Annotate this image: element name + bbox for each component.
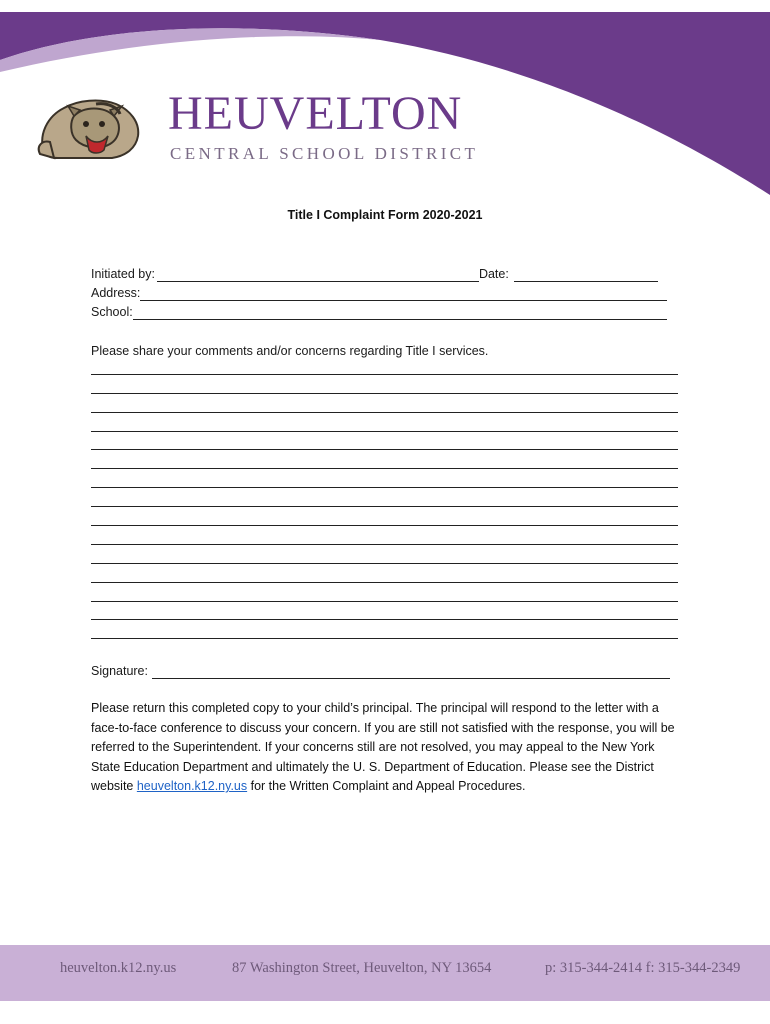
signature-label: Signature:	[91, 664, 148, 678]
comment-line[interactable]	[91, 450, 678, 469]
comment-line[interactable]	[91, 488, 678, 507]
instructions-paragraph	[91, 699, 686, 797]
address-field[interactable]	[140, 288, 667, 301]
comment-line[interactable]	[91, 413, 678, 432]
comments-prompt: Please share your comments and/or concerns regarding Title I services.	[91, 344, 489, 358]
comment-line[interactable]	[91, 602, 678, 621]
comment-line[interactable]	[91, 375, 678, 394]
district-subtitle: CENTRAL SCHOOL DISTRICT	[170, 144, 479, 163]
initiated-by-row	[91, 266, 658, 282]
school-label: School:	[91, 305, 133, 319]
footer-website: heuvelton.k12.ny.us	[60, 960, 177, 976]
comment-line[interactable]	[91, 526, 678, 545]
date-field[interactable]	[514, 269, 658, 282]
comment-line[interactable]	[91, 564, 678, 583]
form-title: Title I Complaint Form 2020-2021	[287, 208, 483, 222]
address-label: Address:	[91, 286, 141, 300]
district-name: HEUVELTON	[168, 87, 463, 140]
comment-line[interactable]	[91, 545, 678, 564]
signature-field[interactable]	[152, 666, 670, 679]
address-row	[91, 285, 667, 301]
comment-line[interactable]	[91, 432, 678, 451]
comment-line[interactable]	[91, 583, 678, 602]
date-label: Date:	[478, 267, 509, 281]
initiated-by-label: Initiated by:	[91, 267, 155, 281]
comment-line[interactable]	[91, 507, 678, 526]
district-website-link[interactable]: heuvelton.k12.ny.us	[136, 779, 248, 794]
comment-line[interactable]	[91, 356, 678, 375]
instructions-text: Please return this completed copy to your child’s principal. The principal will respond to the letter with a face-to-face conference to discuss your concern. If you are still not satisfied with the response, you will be referred to the Superintendent. If your concerns still are not resolved, you may appeal to the New York State Education Department and ultimately the U. S. Department of Education. Please see the District website	[91, 701, 675, 794]
bulldog-mascot-icon	[34, 94, 144, 162]
footer-phone-fax: p: 315-344-2414 f: 315-344-2349	[545, 960, 741, 976]
comment-line[interactable]	[91, 394, 678, 413]
signature-row	[91, 663, 670, 679]
school-field[interactable]	[133, 307, 667, 320]
comment-line[interactable]	[91, 469, 678, 488]
initiated-by-field[interactable]	[157, 269, 479, 282]
comment-line[interactable]	[91, 620, 678, 639]
comments-area[interactable]	[91, 356, 678, 639]
footer-address: 87 Washington Street, Heuvelton, NY 13654	[232, 960, 492, 976]
instructions-text-end: for the Written Complaint and Appeal Procedures.	[247, 779, 526, 794]
school-row	[91, 304, 667, 320]
